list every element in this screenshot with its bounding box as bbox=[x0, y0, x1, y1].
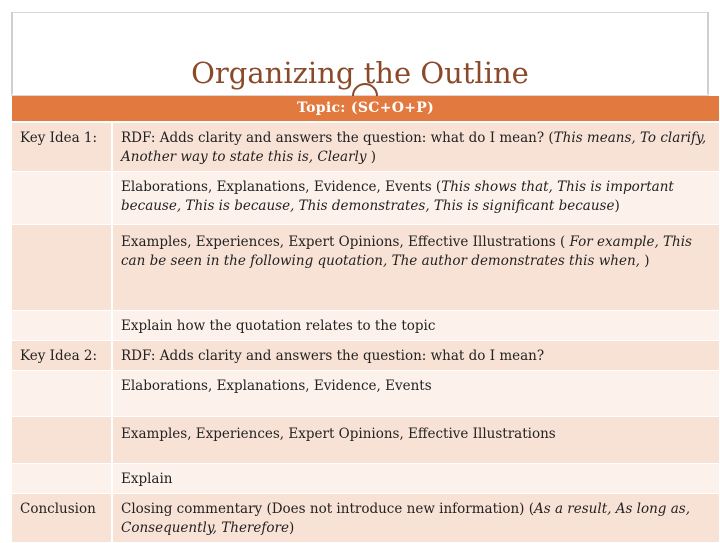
table-row bbox=[12, 417, 719, 464]
table-row bbox=[12, 172, 719, 225]
row-label bbox=[12, 225, 112, 311]
row-label: Key Idea 1: bbox=[12, 122, 112, 172]
table-row bbox=[12, 494, 719, 543]
row-content: Explain bbox=[112, 464, 719, 494]
table-row bbox=[12, 122, 719, 172]
row-label bbox=[12, 311, 112, 341]
row-content: Explain how the quotation relates to the topic bbox=[112, 311, 719, 341]
row-label bbox=[12, 371, 112, 417]
row-content: RDF: Adds clarity and answers the question: what do I mean? bbox=[112, 341, 719, 371]
row-content: RDF: Adds clarity and answers the question: what do I mean? (This means, To clarify, Another way to state this is, Clearly ) bbox=[112, 122, 719, 172]
outline-table bbox=[12, 96, 719, 543]
row-content: Examples, Experiences, Expert Opinions, Effective Illustrations bbox=[112, 417, 719, 464]
row-label bbox=[12, 464, 112, 494]
row-label bbox=[12, 417, 112, 464]
row-label: Key Idea 2: bbox=[12, 341, 112, 371]
table-row bbox=[12, 311, 719, 341]
row-content: Elaborations, Explanations, Evidence, Events bbox=[112, 371, 719, 417]
row-content: Examples, Experiences, Expert Opinions, Effective Illustrations ( For example, This can be seen in the following quotation, The author demonstrates this when, ) bbox=[112, 225, 719, 311]
row-label: Conclusion bbox=[12, 494, 112, 543]
row-content: Closing commentary (Does not introduce new information) (As a result, As long as, Consequently, Therefore) bbox=[112, 494, 719, 543]
slide-title: Organizing the Outline bbox=[191, 56, 529, 90]
table-row bbox=[12, 464, 719, 494]
table-header: Topic: (SC+O+P) bbox=[12, 96, 719, 122]
table-header-row bbox=[12, 96, 719, 122]
table-row bbox=[12, 225, 719, 311]
row-label bbox=[12, 172, 112, 225]
row-content: Elaborations, Explanations, Evidence, Events (This shows that, This is important because, This is because, This demonstrates, This is significant because) bbox=[112, 172, 719, 225]
table-row bbox=[12, 341, 719, 371]
table-row bbox=[12, 371, 719, 417]
